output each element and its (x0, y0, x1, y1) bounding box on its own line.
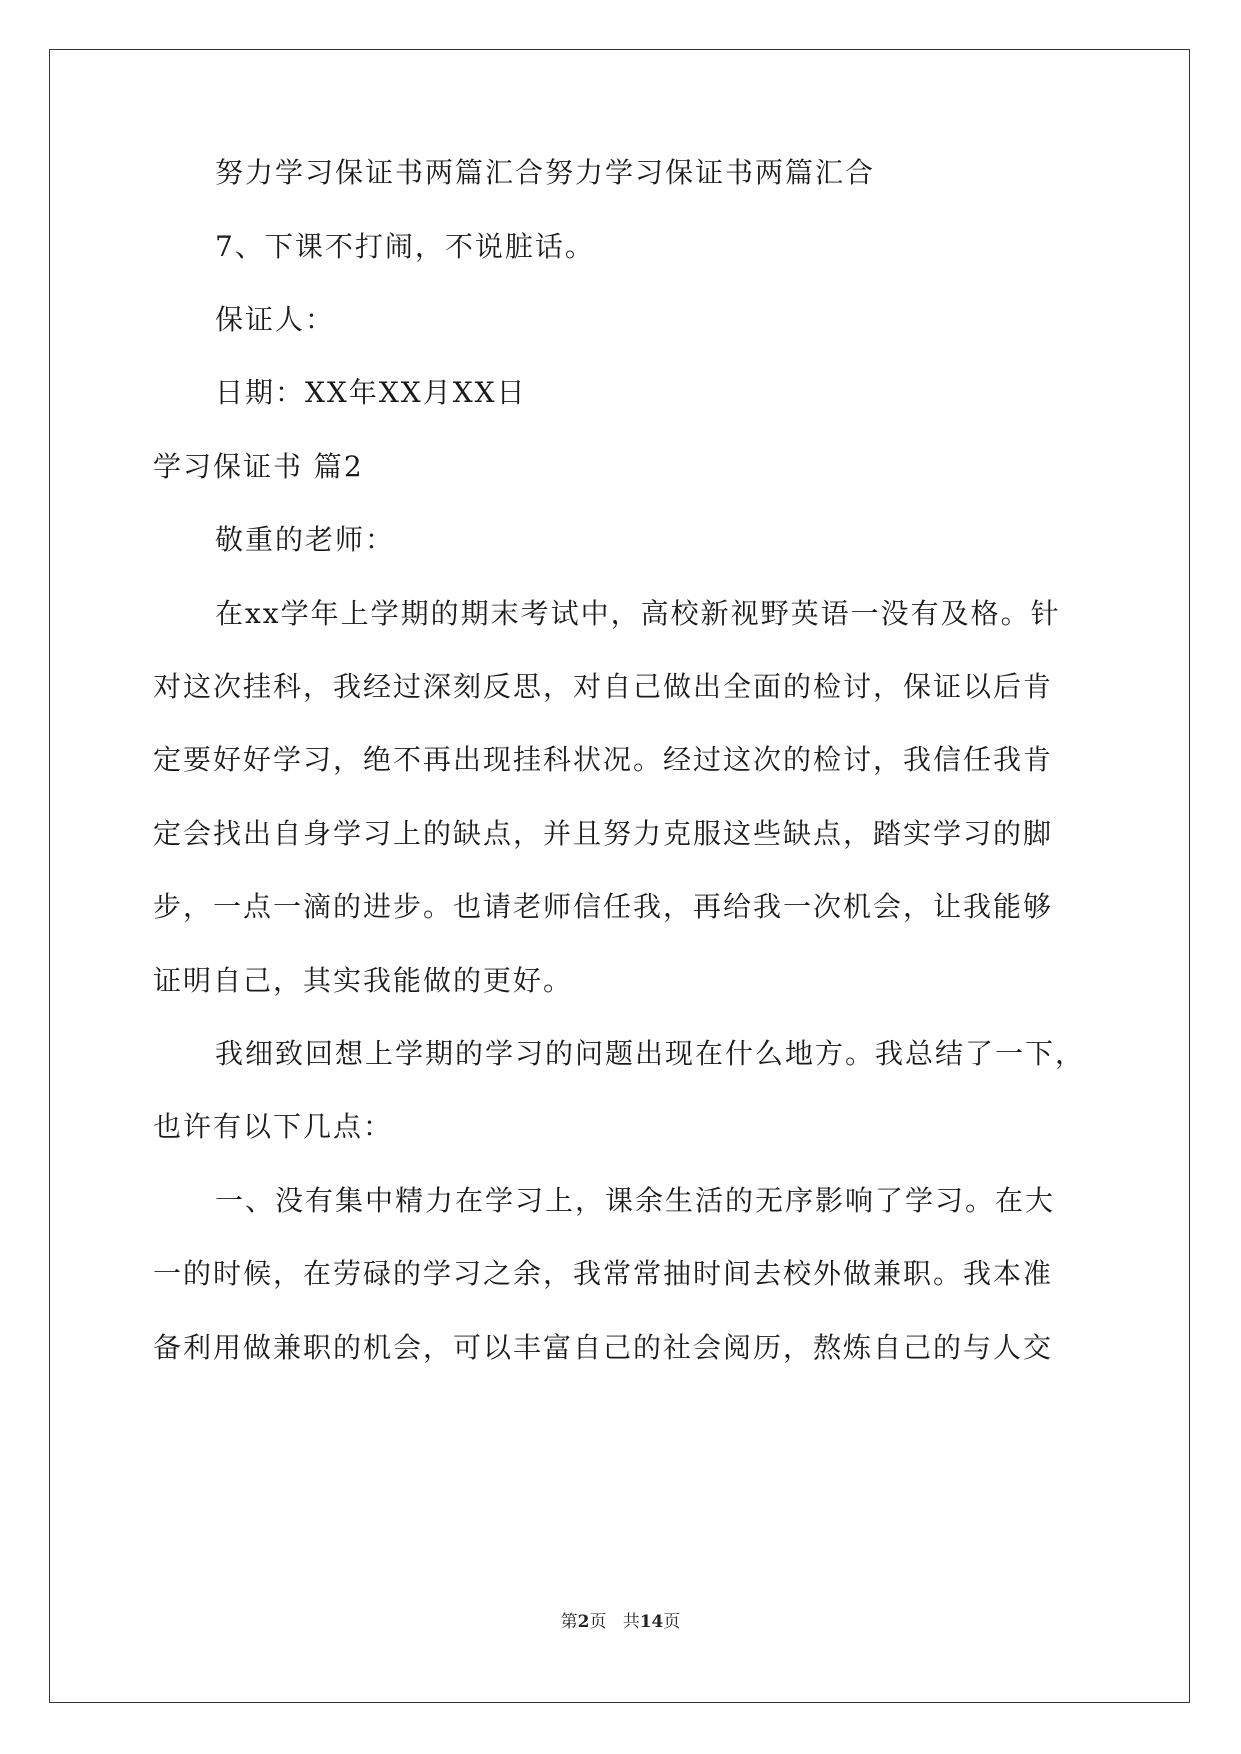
footer-total-unit: 页 (663, 1612, 681, 1632)
text-line-item-7: 7、下课不打闹，不说脏话。 (215, 230, 595, 263)
footer-total-prefix: 共 (622, 1612, 640, 1632)
paragraph-line: 备利用做兼职的机会，可以丰富自己的社会阅历，熬炼自己的与人交 (153, 1331, 1054, 1364)
page-footer (0, 1611, 1241, 1633)
footer-total-pages: 14 (639, 1612, 664, 1632)
paragraph-line: 一的时候，在劳碌的学习之余，我常常抽时间去校外做兼职。我本准 (153, 1257, 1054, 1290)
text-line-title-repeat: 努力学习保证书两篇汇合努力学习保证书两篇汇合 (215, 156, 876, 189)
section-heading: 学习保证书 篇2 (153, 450, 364, 483)
text-line-date: 日期：XX年XX月XX日 (215, 376, 527, 409)
paragraph-line: 对这次挂科，我经过深刻反思，对自己做出全面的检讨，保证以后肯 (153, 670, 1054, 703)
paragraph-line: 我细致回想上学期的学习的问题出现在什么地方。我总结了一下， (215, 1037, 1086, 1070)
footer-page-unit: 页 (589, 1612, 607, 1632)
page-border (49, 49, 1190, 1703)
paragraph-line: 在xx学年上学期的期末考试中，高校新视野英语一没有及格。针 (215, 597, 1061, 630)
paragraph-line: 定会找出自身学习上的缺点，并且努力克服这些缺点，踏实学习的脚 (153, 817, 1054, 850)
paragraph-line: 一、没有集中精力在学习上，课余生活的无序影响了学习。在大 (215, 1184, 1056, 1217)
footer-page-prefix: 第 (560, 1612, 578, 1632)
salutation: 敬重的老师： (215, 523, 396, 556)
footer-page-number: 2 (577, 1612, 590, 1632)
text-line-guarantor: 保证人： (215, 303, 336, 336)
paragraph-line: 定要好好学习，绝不再出现挂科状况。经过这次的检讨，我信任我肯 (153, 743, 1054, 776)
paragraph-line: 步，一点一滴的进步。也请老师信任我，再给我一次机会，让我能够 (153, 890, 1054, 923)
paragraph-line: 也许有以下几点： (153, 1110, 394, 1143)
paragraph-line: 证明自己，其实我能做的更好。 (153, 964, 574, 997)
